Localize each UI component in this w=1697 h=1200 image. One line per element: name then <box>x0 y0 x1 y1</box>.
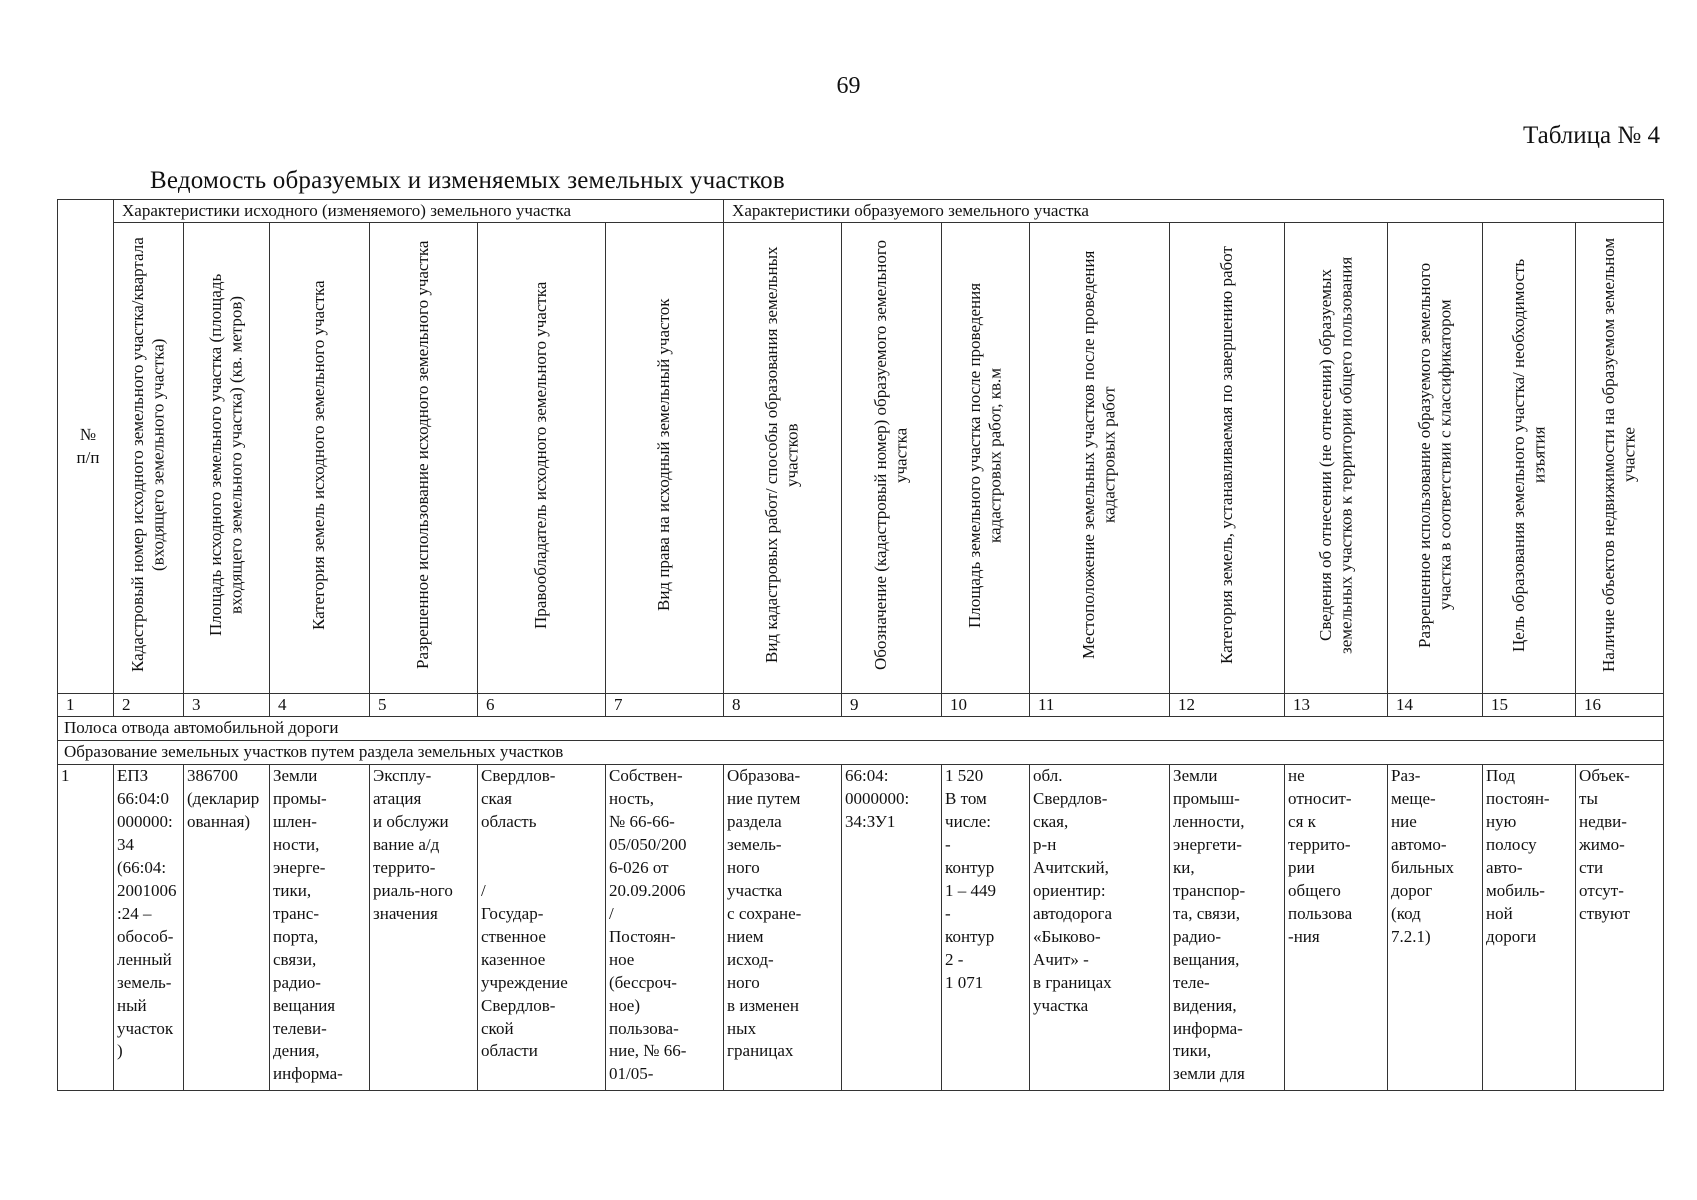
page-number: 69 <box>836 73 861 99</box>
cell-formed-location: обл. Свердлов- ская, р-н Ачитский, ориентир: автодорога «Быково- Ачит» - в границах участка <box>1030 765 1170 1091</box>
cell-formed-area: 1 520 В том числе: - контур 1 – 449 - контур 2 - 1 071 <box>942 765 1030 1091</box>
col-header-15: Цель образования земельного участка/ необходимость изъятия <box>1483 223 1576 694</box>
num-header: № п/п <box>58 200 114 694</box>
column-number: 9 <box>842 694 942 717</box>
document-title: Ведомость образуемых и изменяемых земельных участков <box>150 167 785 194</box>
column-number: 4 <box>270 694 370 717</box>
cell-source-owner: Свердлов- ская область / Государ- ственное казенное учреждение Свердлов- ской области <box>478 765 606 1091</box>
column-number: 6 <box>478 694 606 717</box>
column-number: 2 <box>114 694 184 717</box>
cell-formed-designation: 66:04: 0000000: 34:ЗУ1 <box>842 765 942 1091</box>
col-header-14: Разрешенное использование образуемого земельного участка в соответствии с классификатором <box>1388 223 1483 694</box>
col-header-6: Правообладатель исходного земельного участка <box>478 223 606 694</box>
land-plots-table <box>57 199 1664 1091</box>
col-header-2: Кадастровый номер исходного земельного участка/квартала (входящего земельного участка) <box>114 223 184 694</box>
column-number: 3 <box>184 694 270 717</box>
section-title-right-of-way: Полоса отвода автомобильной дороги <box>58 717 1664 741</box>
column-number: 15 <box>1483 694 1576 717</box>
section-title-division: Образование земельных участков путем раздела земельных участков <box>58 741 1664 765</box>
column-number: 8 <box>724 694 842 717</box>
table-row <box>58 765 1664 1091</box>
cell-public-use-status: не относит- ся к террито- рии общего пользова -ния <box>1285 765 1388 1091</box>
column-number: 14 <box>1388 694 1483 717</box>
cell-work-type: Образова- ние путем раздела земель- ного участка с сохране- нием исход- ного в изменен ных границах <box>724 765 842 1091</box>
col-header-16: Наличие объектов недвижимости на образуемом земельном участке <box>1576 223 1664 694</box>
col-header-5: Разрешенное использование исходного земельного участка <box>370 223 478 694</box>
section-row <box>58 717 1664 741</box>
col-header-12: Категория земель, устанавливаемая по завершению работ <box>1170 223 1285 694</box>
column-number: 12 <box>1170 694 1285 717</box>
cell-source-land-category: Земли промы- шлен- ности, энерге- тики, транс- порта, связи, радио- вещания телеви- дения, информа- <box>270 765 370 1091</box>
cell-number: 1 <box>58 765 114 1091</box>
col-header-4: Категория земель исходного земельного участка <box>270 223 370 694</box>
cell-formed-permitted-use: Раз- меще- ние автомо- бильных дорог (код 7.2.1) <box>1388 765 1483 1091</box>
column-number: 10 <box>942 694 1030 717</box>
cell-real-estate-objects: Объек- ты недви- жимо- сти отсут- ствуют <box>1576 765 1664 1091</box>
col-header-7: Вид права на исходный земельный участок <box>606 223 724 694</box>
cell-source-cadastral-number: ЕПЗ 66:04:0 000000: 34 (66:04: 2001006 :24 – обособ- ленный земель- ный участок ) <box>114 765 184 1091</box>
column-number: 7 <box>606 694 724 717</box>
group-header-source: Характеристики исходного (изменяемого) земельного участка <box>114 200 724 223</box>
group-header-formed: Характеристики образуемого земельного участка <box>724 200 1664 223</box>
group-header-row <box>58 200 1664 223</box>
col-header-10: Площадь земельного участка после проведения кадастровых работ, кв.м <box>942 223 1030 694</box>
cell-formation-purpose: Под постоян- ную полосу авто- мобиль- ной дороги <box>1483 765 1576 1091</box>
col-header-9: Обозначение (кадастровый номер) образуемого земельного участка <box>842 223 942 694</box>
column-number: 5 <box>370 694 478 717</box>
section-row <box>58 741 1664 765</box>
col-header-3: Площадь исходного земельного участка (площадь входящего земельного участка) (кв. метров) <box>184 223 270 694</box>
cell-source-permitted-use: Эксплу- атация и обслужи вание а/д террито- риаль-ного значения <box>370 765 478 1091</box>
cell-source-area: 386700 (декларир ованная) <box>184 765 270 1091</box>
col-header-13: Сведения об отнесении (не отнесении) образуемых земельных участков к территории общего пользования <box>1285 223 1388 694</box>
column-number: 13 <box>1285 694 1388 717</box>
column-number: 11 <box>1030 694 1170 717</box>
column-number: 1 <box>58 694 114 717</box>
column-number-row <box>58 694 1664 717</box>
column-header-row <box>58 223 1664 694</box>
col-header-11: Местоположение земельных участков после проведения кадастровых работ <box>1030 223 1170 694</box>
cell-source-right-type: Собствен- ность, № 66-66- 05/050/200 6-026 от 20.09.2006 / Постоян- ное (бессроч- ное) пользова- ние, № 66- 01/05- <box>606 765 724 1091</box>
column-number: 16 <box>1576 694 1664 717</box>
col-header-8: Вид кадастровых работ/ способы образования земельных участков <box>724 223 842 694</box>
cell-formed-land-category: Земли промыш- ленности, энергети- ки, транспор- та, связи, радио- вещания, теле- видения, информа- тики, земли для <box>1170 765 1285 1091</box>
table-label: Таблица № 4 <box>1522 122 1660 149</box>
